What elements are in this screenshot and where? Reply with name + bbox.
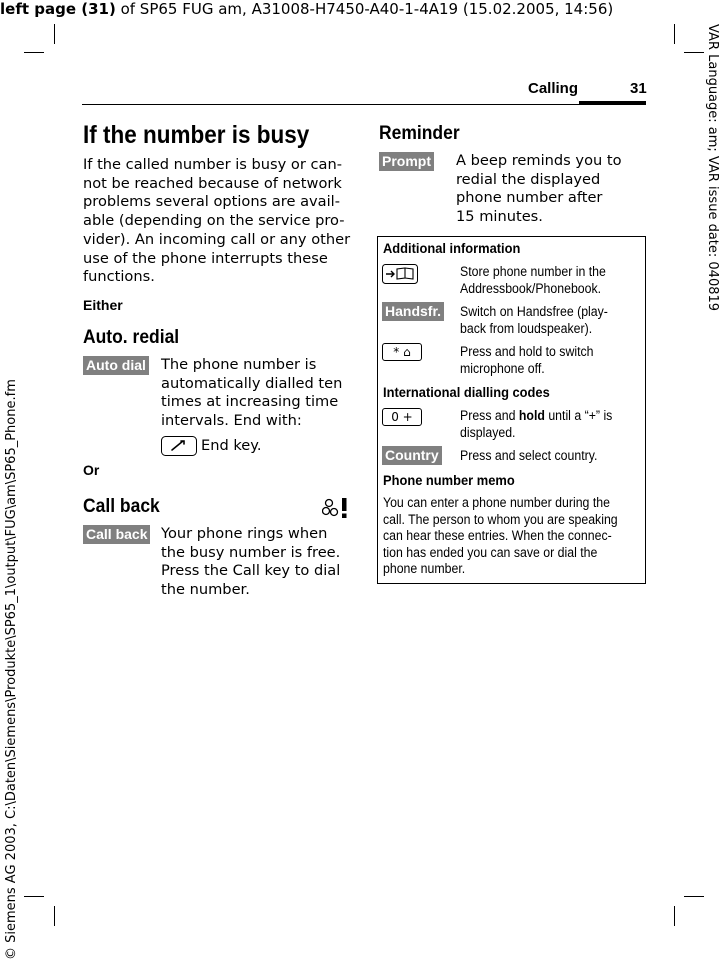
crop-mark bbox=[24, 52, 44, 53]
info-text-bold: hold bbox=[518, 408, 545, 423]
auto-redial-heading: Auto. redial bbox=[83, 327, 180, 348]
print-header bbox=[0, 0, 613, 18]
section-title: Calling bbox=[528, 80, 579, 97]
store-number-text bbox=[460, 264, 639, 297]
call-back-line: Your phone rings when bbox=[161, 525, 328, 542]
reminder-description bbox=[456, 152, 646, 227]
info-text: Press and bbox=[460, 408, 519, 423]
info-line: back from loudspeaker). bbox=[460, 320, 593, 336]
memo-line: call. The person to whom you are speaking bbox=[383, 511, 618, 527]
memo-line: can hear these entries. When the connec- bbox=[383, 528, 612, 543]
header-rule bbox=[82, 104, 646, 105]
intro-paragraph bbox=[83, 156, 353, 287]
auto-redial-description bbox=[161, 356, 356, 431]
memo-line: tion has ended you can save or dial the bbox=[383, 544, 598, 560]
call-back-softkey[interactable]: Call back bbox=[83, 525, 150, 544]
call-back-line: the number. bbox=[161, 581, 250, 599]
info-line: microphone off. bbox=[460, 360, 545, 376]
reminder-line: 15 minutes. bbox=[456, 208, 543, 226]
phone-number-memo-text bbox=[383, 495, 641, 578]
prompt-softkey[interactable]: Prompt bbox=[379, 152, 434, 171]
intro-line: able (depending on the service pro- bbox=[83, 212, 345, 230]
info-line: displayed. bbox=[460, 424, 516, 440]
header-rule-tab bbox=[579, 101, 646, 105]
end-key-label: End key. bbox=[201, 437, 262, 454]
intro-line: vider). An incoming call or any other bbox=[83, 230, 351, 248]
reminder-line: phone number after bbox=[456, 189, 603, 207]
call-back-heading: Call back bbox=[83, 496, 160, 517]
phone-number-memo-heading: Phone number memo bbox=[383, 472, 515, 488]
zero-plus-key-icon: 0 + bbox=[382, 408, 422, 426]
handsfree-softkey[interactable]: Handsfr. bbox=[382, 302, 444, 321]
country-softkey[interactable]: Country bbox=[382, 446, 442, 465]
crop-mark bbox=[674, 24, 675, 44]
memo-line: You can enter a phone number during the bbox=[383, 495, 610, 510]
info-line: Press and hold to switch bbox=[460, 344, 594, 359]
var-language-note: VAR Language: am; VAR issue date: 040819 bbox=[705, 24, 720, 312]
end-key-icon bbox=[161, 436, 197, 456]
call-back-line: Press the Call key to dial bbox=[161, 562, 341, 580]
crop-mark bbox=[24, 896, 44, 897]
info-line bbox=[460, 408, 639, 425]
auto-redial-line: times at increasing time bbox=[161, 393, 339, 411]
select-country-text: Press and select country. bbox=[460, 448, 598, 463]
star-key-icon: * ⌂ bbox=[382, 343, 422, 361]
intro-line: not be reached because of network bbox=[83, 174, 342, 192]
microphone-off-text bbox=[460, 344, 639, 377]
or-label: Or bbox=[83, 462, 100, 478]
intro-line: problems several options are avail- bbox=[83, 193, 340, 211]
plus-sign-text bbox=[460, 408, 639, 441]
handsfree-text bbox=[460, 304, 639, 337]
crop-mark bbox=[684, 52, 704, 53]
print-header-label: left page (31) bbox=[0, 0, 116, 18]
memo-line: phone number. bbox=[383, 561, 466, 576]
copyright-file-path: © Siemens AG 2003, C:\Daten\Siemens\Produkte\SP65_1\output\FUG\am\SP65_Phone.fm bbox=[4, 379, 19, 960]
intro-line: functions. bbox=[83, 268, 155, 286]
call-back-description bbox=[161, 525, 356, 600]
reminder-line: A beep reminds you to bbox=[456, 152, 622, 169]
info-line: Store phone number in the bbox=[460, 264, 606, 279]
auto-dial-softkey[interactable]: Auto dial bbox=[83, 356, 149, 375]
crop-mark bbox=[54, 24, 55, 44]
intro-line: If the called number is busy or can- bbox=[83, 156, 342, 173]
page-number: 31 bbox=[630, 80, 647, 97]
international-codes-heading: International dialling codes bbox=[383, 384, 550, 400]
info-line: Addressbook/Phonebook. bbox=[460, 280, 602, 296]
page-title: If the number is busy bbox=[83, 121, 310, 149]
either-label: Either bbox=[83, 297, 123, 313]
info-line: Switch on Handsfree (play- bbox=[460, 304, 608, 319]
network-service-icon bbox=[322, 497, 350, 519]
reminder-heading: Reminder bbox=[379, 123, 460, 144]
intro-line: use of the phone interrupts these bbox=[83, 249, 328, 267]
info-text: until a “+” is bbox=[544, 408, 613, 423]
reminder-line: redial the displayed bbox=[456, 170, 601, 188]
crop-mark bbox=[54, 906, 55, 926]
crop-mark bbox=[674, 906, 675, 926]
auto-redial-line: intervals. End with: bbox=[161, 412, 302, 430]
additional-information-heading: Additional information bbox=[383, 240, 521, 256]
auto-redial-line: The phone number is bbox=[161, 356, 317, 373]
auto-redial-line: automatically dialled ten bbox=[161, 374, 343, 392]
call-back-line: the busy number is free. bbox=[161, 543, 341, 561]
phonebook-arrow-icon bbox=[382, 264, 418, 284]
crop-mark bbox=[684, 896, 704, 897]
print-header-details: of SP65 FUG am, A31008-H7450-A40-1-4A19 (15.02.2005, 14:56) bbox=[115, 0, 614, 18]
